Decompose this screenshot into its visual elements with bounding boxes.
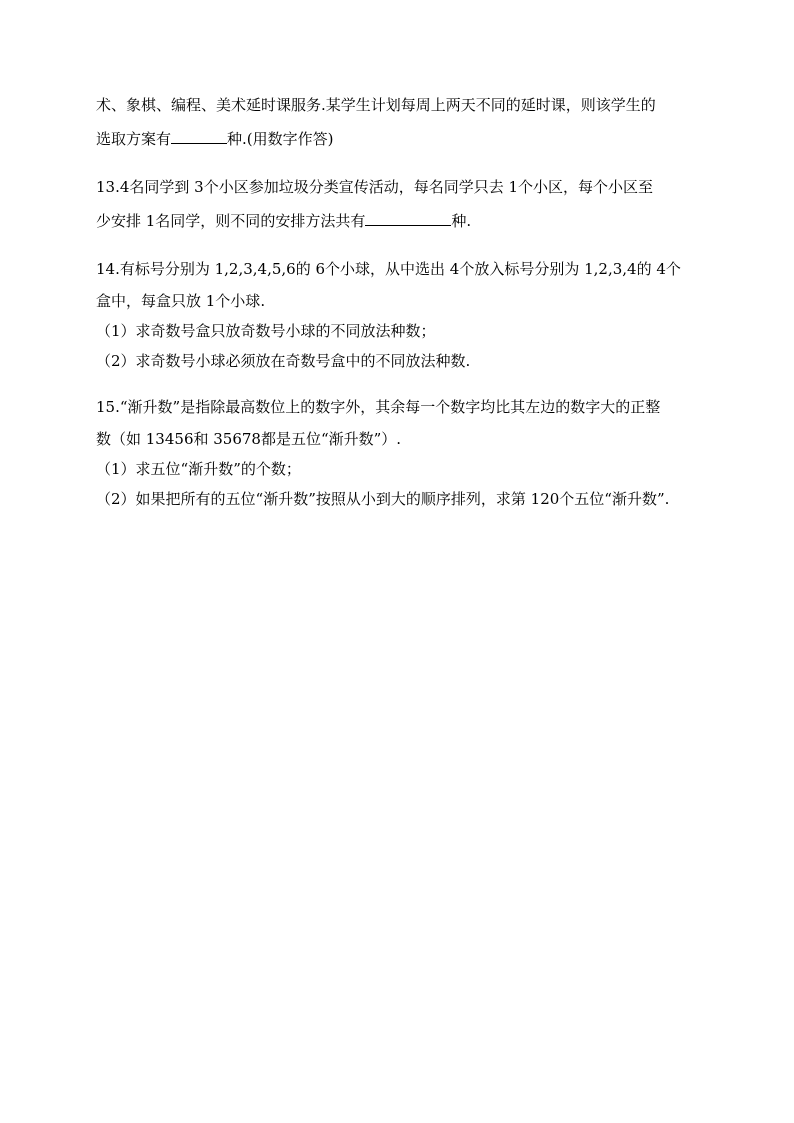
q13-answer-blank: [365, 211, 451, 226]
question-15: [96, 390, 706, 514]
document-content: [96, 88, 706, 514]
q12-answer-blank: [171, 129, 227, 144]
question-12-continuation: [96, 88, 706, 156]
q13-line-1: 13.4名同学到 3个小区参加垃圾分类宣传活动，每名同学只去 1个小区，每个小区至: [96, 178, 654, 196]
q15-subquestion-2: （2）如果把所有的五位“渐升数”按照从小到大的顺序排列，求第 120个五位“渐升数”.: [96, 490, 670, 508]
spacer: [96, 238, 706, 252]
q13-line-2-text-before: 少安排 1名同学，则不同的安排方法共有: [96, 212, 366, 230]
q15-line-2: 数（如 13456和 35678都是五位“渐升数”）.: [96, 430, 402, 448]
question-14: [96, 252, 706, 376]
q12-line-1: 术、象棋、编程、美术延时课服务.某学生计划每周上两天不同的延时课，则该学生的: [96, 96, 656, 114]
q14-subquestion-1: （1）求奇数号盒只放奇数号小球的不同放法种数；: [96, 322, 436, 340]
q14-line-2: 盒中，每盒只放 1个小球.: [96, 292, 266, 310]
q12-line-2-text-before: 选取方案有: [96, 130, 172, 148]
q14-line-1: 14.有标号分别为 1,2,3,4,5,6的 6个小球，从中选出 4个放入标号分别为 1,2,3,4的 4个: [96, 260, 681, 278]
spacer: [96, 376, 706, 390]
question-13: [96, 170, 706, 238]
q15-subquestion-1: （1）求五位“渐升数”的个数；: [96, 460, 301, 478]
q14-subquestion-2: （2）求奇数号小球必须放在奇数号盒中的不同放法种数.: [96, 352, 471, 370]
q12-line-2: [96, 122, 706, 156]
q12-line-2-text-after: 种.(用数字作答): [227, 130, 334, 148]
q13-line-2-text-after: 种.: [451, 212, 472, 230]
q13-line-2: [96, 204, 706, 238]
spacer: [96, 156, 706, 170]
q15-line-1: 15.“渐升数”是指除最高数位上的数字外，其余每一个数字均比其左边的数字大的正整: [96, 398, 661, 416]
